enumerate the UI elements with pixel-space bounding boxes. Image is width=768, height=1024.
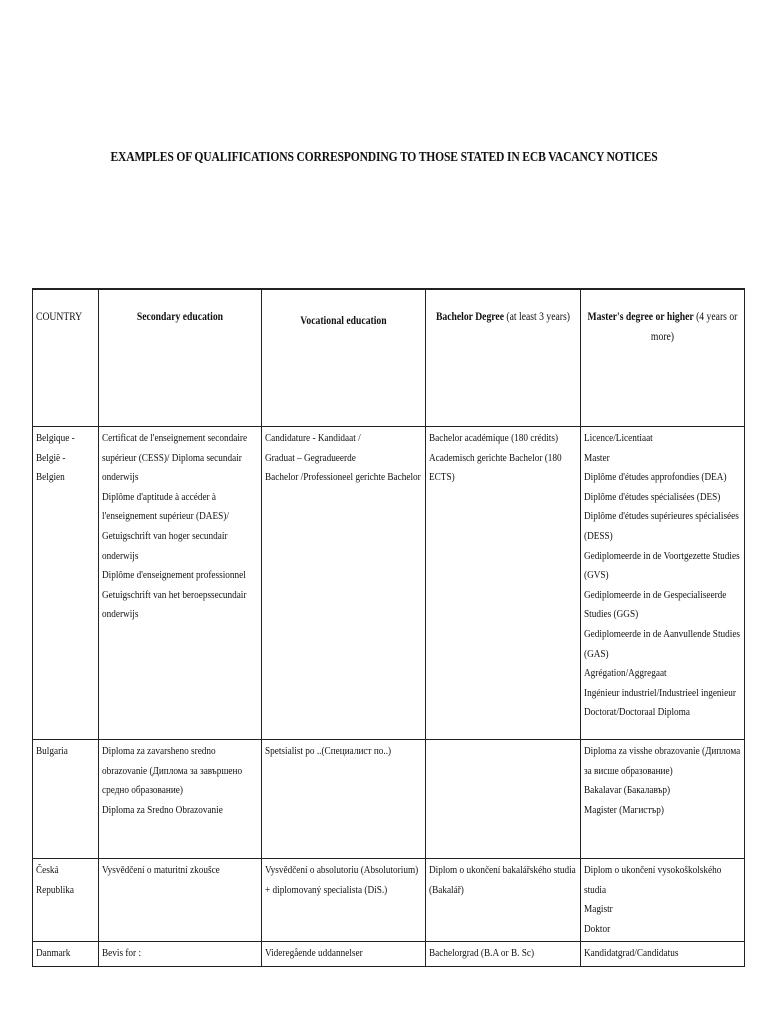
master-line: Gediplomeerde in de Aanvullende Studies (GAS) [584,627,741,660]
vocational-line: Graduat – Gegradueerde [265,451,356,464]
master-line: Doctorat/Doctoraal Diploma [584,706,690,719]
cell-master [581,427,745,740]
master-line: Kandidatgrad/Candidatus [584,947,679,960]
secondary-line: Diplôme d'aptitude à accéder à l'enseignement supérieur (DAES)/ Getuigschrift van hoger secundair onderwijs [102,490,229,562]
table-row [33,740,745,859]
bachelor-line: Bachelorgrad (B.A or B. Sc) [429,947,535,960]
secondary-line: Bevis for : [102,947,142,960]
secondary-line: Vysvědčení o maturitní zkoušce [102,864,220,876]
cell-country [33,942,99,967]
cell-country [33,740,99,859]
header-vocational-education: Vocational education [262,289,426,427]
cell-bachelor [426,859,581,942]
bachelor-line: Academisch gerichte Bachelor (180 ECTS) [429,451,562,484]
cell-secondary [99,740,262,859]
master-line: Diplôme d'études approfondies (DEA) [584,471,727,484]
master-line: Doktor [584,922,611,935]
bachelor-line: Bachelor académique (180 crédits) [429,432,559,444]
vocational-line: Candidature - Kandidaat / [265,432,361,444]
master-header-normal: (4 years or more) [650,311,738,343]
master-line: Licence/Licentiaat [584,432,653,444]
secondary-line: Getuigschrift van het beroepssecundair onderwijs [102,588,247,621]
secondary-line: Diplôme d'enseignement professionnel [102,569,246,582]
table-row [33,427,745,740]
table-header-row [33,289,745,427]
vocational-line: Vysvědčení o absolutoriu (Absolutorium) + diplomovaný specialista (DiS.) [265,864,419,896]
bachelor-header-bold: Bachelor Degree [435,311,504,323]
qualifications-table [32,288,745,967]
cell-master [581,740,745,859]
bachelor-header-normal: (at least 3 years) [503,311,570,323]
cell-bachelor [426,427,581,740]
cell-master [581,859,745,942]
master-line: Gediplomeerde in de Voortgezette Studies (GVS) [584,549,740,582]
cell-bachelor [426,740,581,859]
master-line: Master [584,451,610,464]
cell-vocational [262,740,426,859]
secondary-line: Certificat de l'enseignement secondaire supérieur (CESS)/ Diploma secundair onderwijs [102,432,248,484]
country-line: Belgien [36,471,65,484]
cell-country [33,427,99,740]
master-line: Diplom o ukončení vysokoškolského studia [584,864,722,896]
bachelor-line: Diplom o ukončení bakalářského studia (Bakalář) [429,864,576,896]
master-line: Diplôme d'études spécialisées (DES) [584,490,721,503]
country-line: Bulgaria [36,745,68,757]
master-line: Bakalavar (Бакалавър) [584,784,671,797]
country-line: Belgique - [36,432,75,444]
country-line: Česká [36,864,59,876]
cell-secondary [99,942,262,967]
country-line: België - [36,451,66,464]
cell-secondary [99,859,262,942]
cell-vocational [262,942,426,967]
master-line: Gediplomeerde in de Gespecialiseerde Studies (GGS) [584,588,727,621]
header-masters-degree [581,289,745,427]
secondary-line: Diploma za zavarsheno sredno obrazovanie (Диплома за завършено средно образование) [102,745,243,797]
master-line: Ingénieur industriel/Industrieel ingenieur [584,686,736,699]
header-country: COUNTRY [33,289,99,427]
cell-vocational [262,427,426,740]
cell-bachelor [426,942,581,967]
country-line: Republika [36,883,74,896]
master-line: Magister (Магистър) [584,803,664,816]
master-line: Diplôme d'études supérieures spécialisées (DESS) [584,510,739,542]
vocational-line: Spetsialist po ..(Специалист по..) [265,745,392,757]
cell-vocational [262,859,426,942]
master-header-bold: Master's degree or higher [587,311,694,323]
table-row [33,942,745,967]
master-line: Diploma za visshe obrazovanie (Диплома за висше образование) [584,745,741,777]
vocational-line: Bachelor /Professioneel gerichte Bachelor [265,471,421,484]
cell-master [581,942,745,967]
header-bachelor-degree [426,289,581,427]
secondary-line: Diploma za Sredno Obrazovanie [102,803,223,816]
master-line: Magistr [584,903,613,916]
header-secondary-education: Secondary education [99,289,262,427]
cell-secondary [99,427,262,740]
page-title: EXAMPLES OF QUALIFICATIONS CORRESPONDING TO THOSE STATED IN ECB VACANCY NOTICES [110,149,658,164]
cell-country [33,859,99,942]
country-line: Danmark [36,947,71,960]
master-line: Agrégation/Aggregaat [584,667,667,680]
table-row [33,859,745,942]
vocational-line: Videregående uddannelser [265,947,363,960]
